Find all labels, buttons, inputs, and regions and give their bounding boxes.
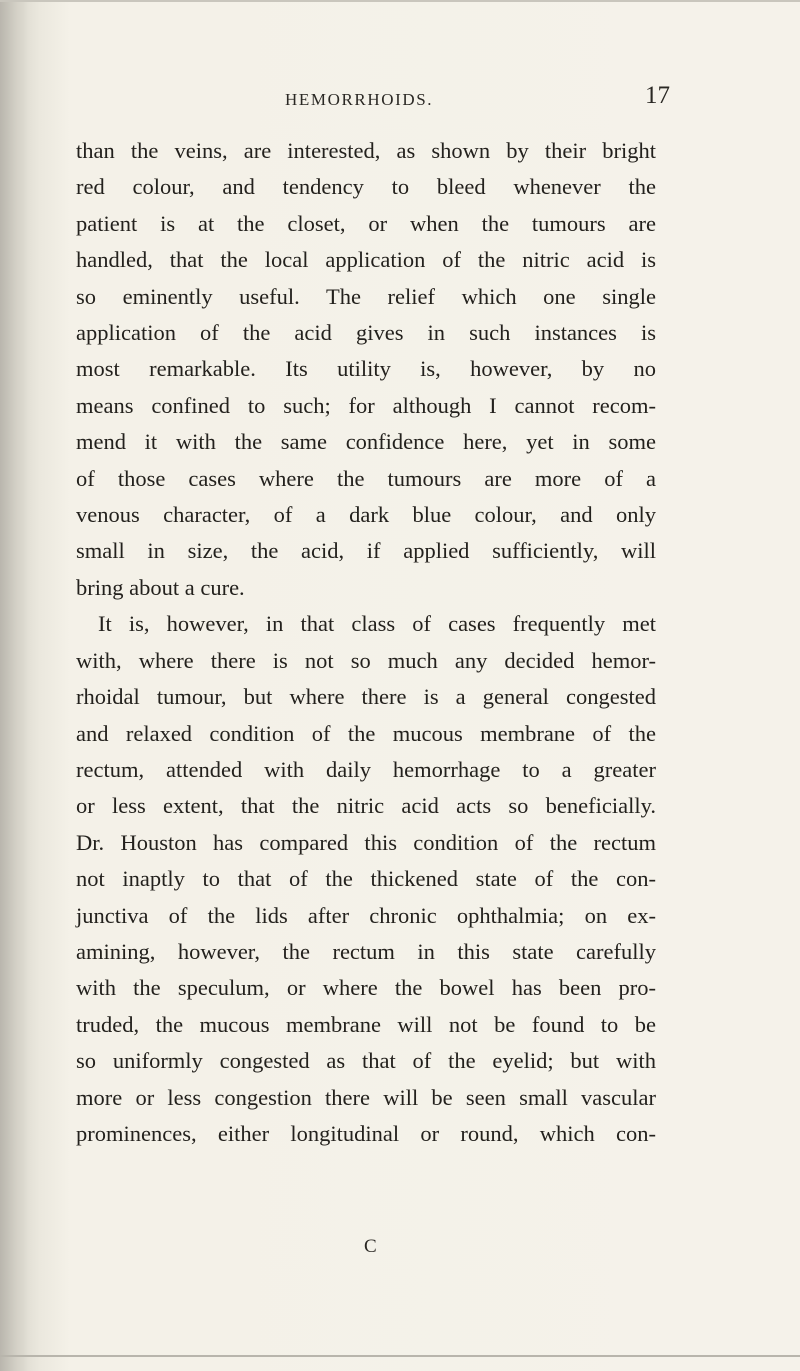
- text-line: handled, that the local application of the nitric acid is: [76, 247, 656, 273]
- text-line: means confined to such; for although I cannot recom-: [76, 392, 656, 418]
- signature-mark: C: [364, 1236, 377, 1257]
- text-line: than the veins, are interested, as shown by their bright: [76, 138, 656, 163]
- running-title: HEMORRHOIDS.: [285, 90, 434, 109]
- page-gutter-shadow: [0, 0, 28, 1371]
- body-text: [76, 133, 656, 1152]
- text-line: mend it with the same confidence here, yet in some: [76, 429, 656, 455]
- text-line: application of the acid gives in such instances is: [76, 320, 656, 346]
- text-line-paragraph-end: bring about a cure.: [76, 574, 245, 600]
- text-line: or less extent, that the nitric acid acts so beneficially.: [76, 793, 656, 819]
- bottom-edge: [0, 1355, 800, 1357]
- text-line: with the speculum, or where the bowel has been pro-: [76, 975, 656, 1001]
- text-line: rectum, attended with daily hemorrhage to a greater: [76, 756, 656, 782]
- text-line: prominences, either longitudinal or round, which con-: [76, 1120, 656, 1146]
- text-line: so eminently useful. The relief which one single: [76, 283, 656, 309]
- text-line: with, where there is not so much any decided hemor-: [76, 647, 656, 673]
- text-line: more or less congestion there will be seen small vascular: [76, 1084, 656, 1110]
- text-line: of those cases where the tumours are more of a: [76, 465, 656, 491]
- text-line: not inaptly to that of the thickened state of the con-: [76, 866, 656, 892]
- text-line: junctiva of the lids after chronic ophthalmia; on ex-: [76, 902, 656, 928]
- text-line: rhoidal tumour, but where there is a general congested: [76, 684, 656, 710]
- text-line: red colour, and tendency to bleed whenever the: [76, 174, 656, 200]
- text-line: and relaxed condition of the mucous membrane of the: [76, 720, 656, 746]
- text-line: truded, the mucous membrane will not be found to be: [76, 1011, 656, 1037]
- text-line: amining, however, the rectum in this state carefully: [76, 938, 656, 964]
- page-number: 17: [645, 82, 670, 109]
- text-line: small in size, the acid, if applied sufficiently, will: [76, 538, 656, 564]
- text-line: so uniformly congested as that of the eyelid; but with: [76, 1048, 656, 1074]
- text-line: patient is at the closet, or when the tumours are: [76, 210, 656, 236]
- text-line: most remarkable. Its utility is, however, by no: [76, 356, 656, 382]
- text-line: Dr. Houston has compared this condition of the rectum: [76, 829, 656, 855]
- text-line: venous character, of a dark blue colour, and only: [76, 502, 656, 528]
- text-line-paragraph-start: It is, however, in that class of cases frequently met: [98, 611, 656, 637]
- top-edge: [0, 0, 800, 2]
